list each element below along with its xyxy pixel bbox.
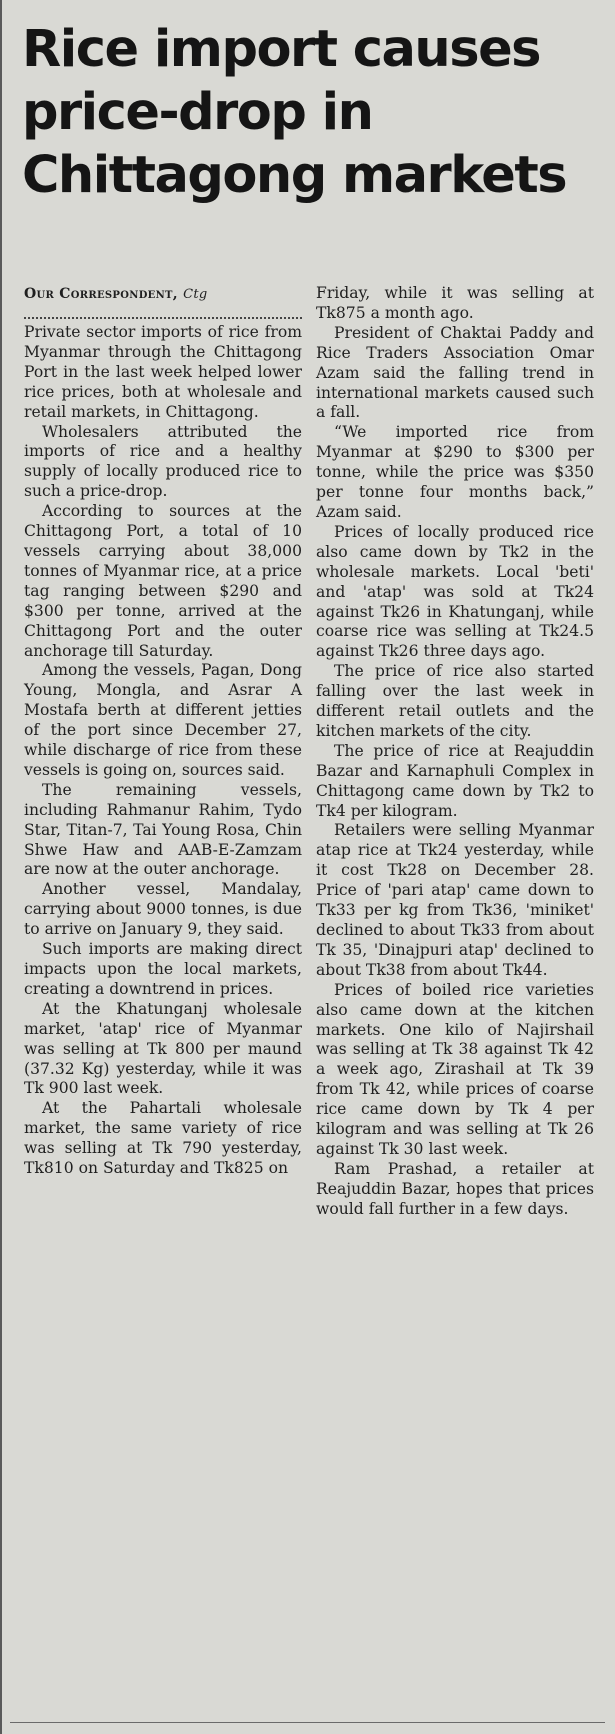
byline-author: Our Correspondent, [24,286,178,302]
headline-line: price-drop in [22,83,373,142]
paragraph: At the Khatunganj wholesale market, 'atap' rice of Myanmar was selling at Tk 800 per maund (37.32 Kg) yesterday, while it was Tk 900 last week. [24,999,302,1098]
bottom-rule [10,1722,605,1723]
paragraph: Friday, while it was selling at Tk875 a month ago. [316,284,594,322]
paragraph: At the Pahartali wholesale market, the same variety of rice was selling at Tk 790 yesterday, Tk810 on Saturday and Tk825 on [24,1099,302,1178]
paragraph: The price of rice also started falling over the last week in different retail outlets and the kitchen markets of the city. [316,662,594,740]
article-column-right [316,284,594,1220]
paragraph: Ram Prashad, a retailer at Reajuddin Bazar, hopes that prices would fall further in a few days. [316,1159,594,1218]
headline-line: Rice import causes [22,20,541,79]
paragraph: The price of rice at Reajuddin Bazar and Karnaphuli Complex in Chittagong came down by Tk2 to Tk4 per kilogram. [316,741,594,820]
paragraph: According to sources at the Chittagong Port, a total of 10 vessels carrying about 38,000 tonnes of Myanmar rice, at a price tag ranging between $290 and $300 per tonne, arrived at the Chittagong Port and the outer anchorage till Saturday. [24,502,302,660]
paragraph: Retailers were selling Myanmar atap rice at Tk24 yesterday, while it cost Tk28 on December 28. Price of 'pari atap' came down to Tk33 per kg from Tk36, 'miniket' declined to about Tk33 from about Tk 35, 'Dinajpuri atap' declined to about Tk38 from about Tk44. [316,821,594,979]
article-column-left [24,284,302,1179]
dotted-divider [24,307,302,319]
paragraph: Another vessel, Mandalay, carrying about 9000 tonnes, is due to arrive on January 9, they said. [24,880,302,939]
paragraph: Prices of locally produced rice also came down by Tk2 in the wholesale markets. Local 'beti' and 'atap' was sold at Tk24 against Tk26 in Khatunganj, while coarse rice was selling at Tk24.5 against Tk26 three days ago. [316,522,594,661]
paragraph: The remaining vessels, including Rahmanur Rahim, Tydo Star, Titan-7, Tai Young Rosa, Chin Shwe Haw and AAB-E-Zamzam are now at the outer anchorage. [24,780,302,879]
paragraph: President of Chaktai Paddy and Rice Traders Association Omar Azam said the falling trend in international markets caused such a fall. [316,323,594,422]
byline [24,284,302,305]
paragraph: Among the vessels, Pagan, Dong Young, Mongla, and Asrar A Mostafa berth at different jetties of the port since December 27, while discharge of rice from these vessels is going on, sources said. [24,661,302,779]
paragraph: Private sector imports of rice from Myanmar through the Chittagong Port in the last week helped lower rice prices, both at wholesale and retail markets, in Chittagong. [24,323,302,421]
byline-location: Ctg [183,287,208,302]
headline-line: Chittagong markets [22,146,567,205]
headline [22,18,602,207]
paragraph: Wholesalers attributed the imports of rice and a healthy supply of locally produced rice to such a price-drop. [24,422,302,501]
paragraph: Prices of boiled rice varieties also came down at the kitchen markets. One kilo of Najirshail was selling at Tk 38 against Tk 42 a week ago, Zirashail at Tk 39 from Tk 42, while prices of coarse rice came down by Tk 4 per kilogram and was selling at Tk 26 against Tk 30 last week. [316,980,594,1158]
paragraph: “We imported rice from Myanmar at $290 to $300 per tonne, while the price was $350 per tonne four months back,” Azam said. [316,423,594,521]
paragraph: Such imports are making direct impacts upon the local markets, creating a downtrend in prices. [24,940,302,998]
